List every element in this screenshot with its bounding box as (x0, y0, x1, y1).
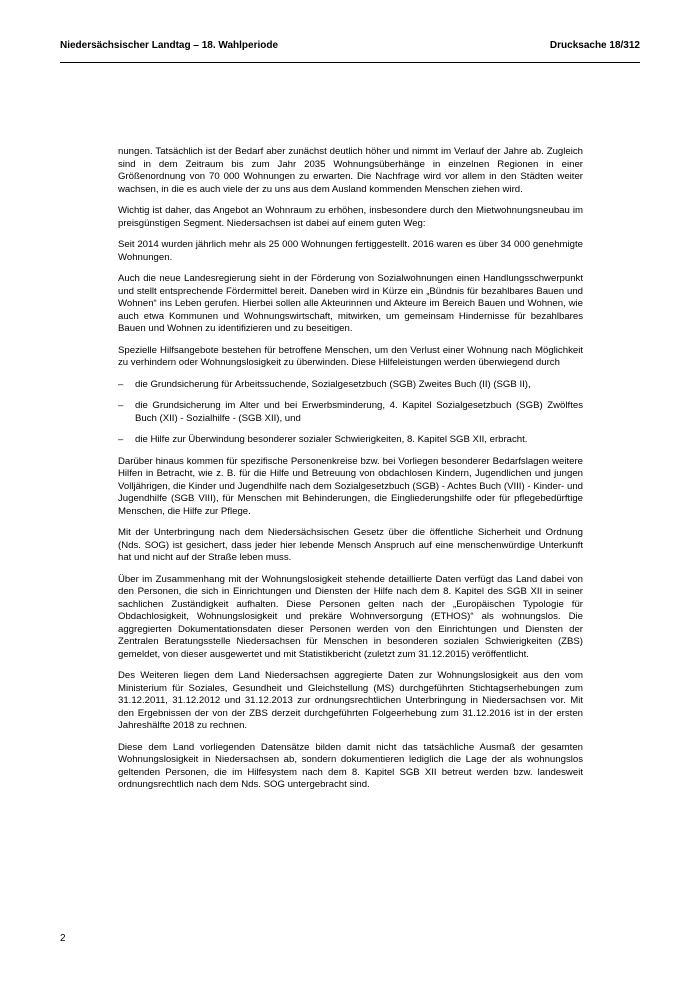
list-item-text: die Grundsicherung im Alter und bei Erwerbsminderung, 4. Kapitel Sozialgesetzbuch (SGB) Zwölftes Buch (XII) - Sozialhilfe - (SGB XII), und (135, 400, 583, 424)
paragraph: Mit der Unterbringung nach dem Niedersächsischen Gesetz über die öffentliche Sicherheit und Ordnung (Nds. SOG) ist gesichert, dass jeder hier lebende Mensch Anspruch auf eine menschenwürdige Unterkunft hat und nicht auf der Straße leben muss. (118, 527, 583, 563)
dash-marker: – (118, 378, 124, 390)
paragraph: Diese dem Land vorliegenden Datensätze bilden damit nicht das tatsächliche Ausmaß der gesamten Wohnungslosigkeit in Niedersachsen ab, sondern dokumentieren lediglich die Lage der als wohnungslos geltenden Personen, die im Hilfesystem nach dem 8. Kapitel SGB XII betreut werden bzw. landesweit ordnungsrechtlich nach dem Nds. SOG untergebracht sind. (118, 741, 583, 790)
support-list (118, 379, 583, 447)
list-item (118, 379, 583, 392)
paragraph: Über im Zusammenhang mit der Wohnungslosigkeit stehende detaillierte Daten verfügt das Land dabei von den Personen, die sich in Einrichtungen und Diensten der Hilfe nach dem 8. Kapitel des SGB XII in seiner sachlichen Zuständigkeit aufhalten. Diese Personen gelten nach der „Europäischen Typologie für Obdachlosigkeit, Wohnungslosigkeit und prekäre Wohnversorgung (ETHOS)“ als wohnungslos. Die aggregierten Dokumentationsdaten dieser Personen werden von den Einrichtungen und Diensten der Zentralen Beratungsstelle Niedersachsen für Menschen in besonderen sozialen Schwierigkeiten (ZBS) gemeldet, von dieser ausgewertet und mit Statistikbericht (zuletzt zum 31.12.2015) veröffentlicht. (118, 573, 583, 660)
dash-marker: – (118, 434, 124, 445)
paragraph: nungen. Tatsächlich ist der Bedarf aber zunächst deutlich höher und nimmt im Verlauf der Jahre ab. Zugleich sind in dem Zeitraum bis zum Jahr 2035 Wohnungsüberhänge in einzelnen Regionen in einer Größenordnung von 70 000 Wohnungen zu erwarten. Die Nachfrage wird vor allem in den Städten weiter wachsen, in die es auch viele der zu uns aus dem Ausland kommenden Menschen ziehen wird. (118, 146, 583, 195)
paragraph: Darüber hinaus kommen für spezifische Personenkreise bzw. bei Vorliegen besonderer Bedarfslagen weitere Hilfen in Betracht, wie z. B. für die Hilfe und Betreuung von obdachlosen Kindern, Jugendlichen und jungen Volljährigen, die Kinder und Jugendhilfe nach dem Sozialgesetzbuch (SGB) - Achtes Buch (VIII) - Kinder- und Jugendhilfe (SGB VIII), für Menschen mit Behinderungen, die Eingliederungshilfe oder für pflegebedürftige Menschen, die Hilfe zur Pflege. (118, 455, 583, 517)
paragraph: Wichtig ist daher, das Angebot an Wohnraum zu erhöhen, insbesondere durch den Mietwohnungsneubau im preisgünstigen Segment. Niedersachsen ist dabei auf einem guten Weg: (118, 205, 583, 229)
page-number: 2 (60, 933, 66, 944)
paragraph: Seit 2014 wurden jährlich mehr als 25 000 Wohnungen fertiggestellt. 2016 waren es über 34 000 genehmigte Wohnungen. (118, 239, 583, 263)
list-item (118, 434, 583, 447)
document-body (118, 146, 583, 801)
parliament-title: Niedersächsischer Landtag – 18. Wahlperiode (60, 40, 279, 51)
list-item-text: die Hilfe zur Überwindung besonderer sozialer Schwierigkeiten, 8. Kapitel SGB XII, erbracht. (135, 434, 528, 445)
list-item (118, 400, 583, 425)
document-number: Drucksache 18/312 (549, 40, 640, 51)
paragraph: Des Weiteren liegen dem Land Niedersachsen aggregierte Daten zur Wohnungslosigkeit aus den vom Ministerium für Soziales, Gesundheit und Gleichstellung (MS) durchgeführten Stichtagserhebungen zum 31.12.2011, 31.12.2012 und 31.12.2013 zur ordnungsrechtlichen Unterbringung in Niedersachsen vor. Mit den Ergebnissen der von der ZBS derzeit durchgeführten Folgeerhebung zum 31.12.2016 ist in der ersten Jahreshälfte 2018 zu rechnen. (118, 670, 583, 731)
list-item-text: die Grundsicherung für Arbeitssuchende, Sozialgesetzbuch (SGB) Zweites Buch (II) (SGB II), (135, 378, 531, 390)
paragraph: Auch die neue Landesregierung sieht in der Förderung von Sozialwohnungen einen Handlungsschwerpunkt und stellt entsprechende Fördermittel bereit. Daneben wird in Kürze ein „Bündnis für bezahlbares Bauen und Wohnen“ ins Leben gerufen. Hierbei sollen alle Akteurinnen und Akteure im Bereich Bauen und Wohnen, wie auch etwa Kommunen und Wohnungswirtschaft, mitwirken, um gemeinsam Hindernisse für bezahlbares Bauen und Wohnen zu identifizieren und zu beseitigen. (118, 273, 583, 334)
paragraph: Spezielle Hilfsangebote bestehen für betroffene Menschen, um den Verlust einer Wohnung nach Möglichkeit zu verhindern oder Wohnungslosigkeit zu überwinden. Diese Hilfeleistungen werden überwiegend durch (118, 344, 583, 368)
header-divider (60, 62, 640, 63)
dash-marker: – (118, 400, 124, 411)
